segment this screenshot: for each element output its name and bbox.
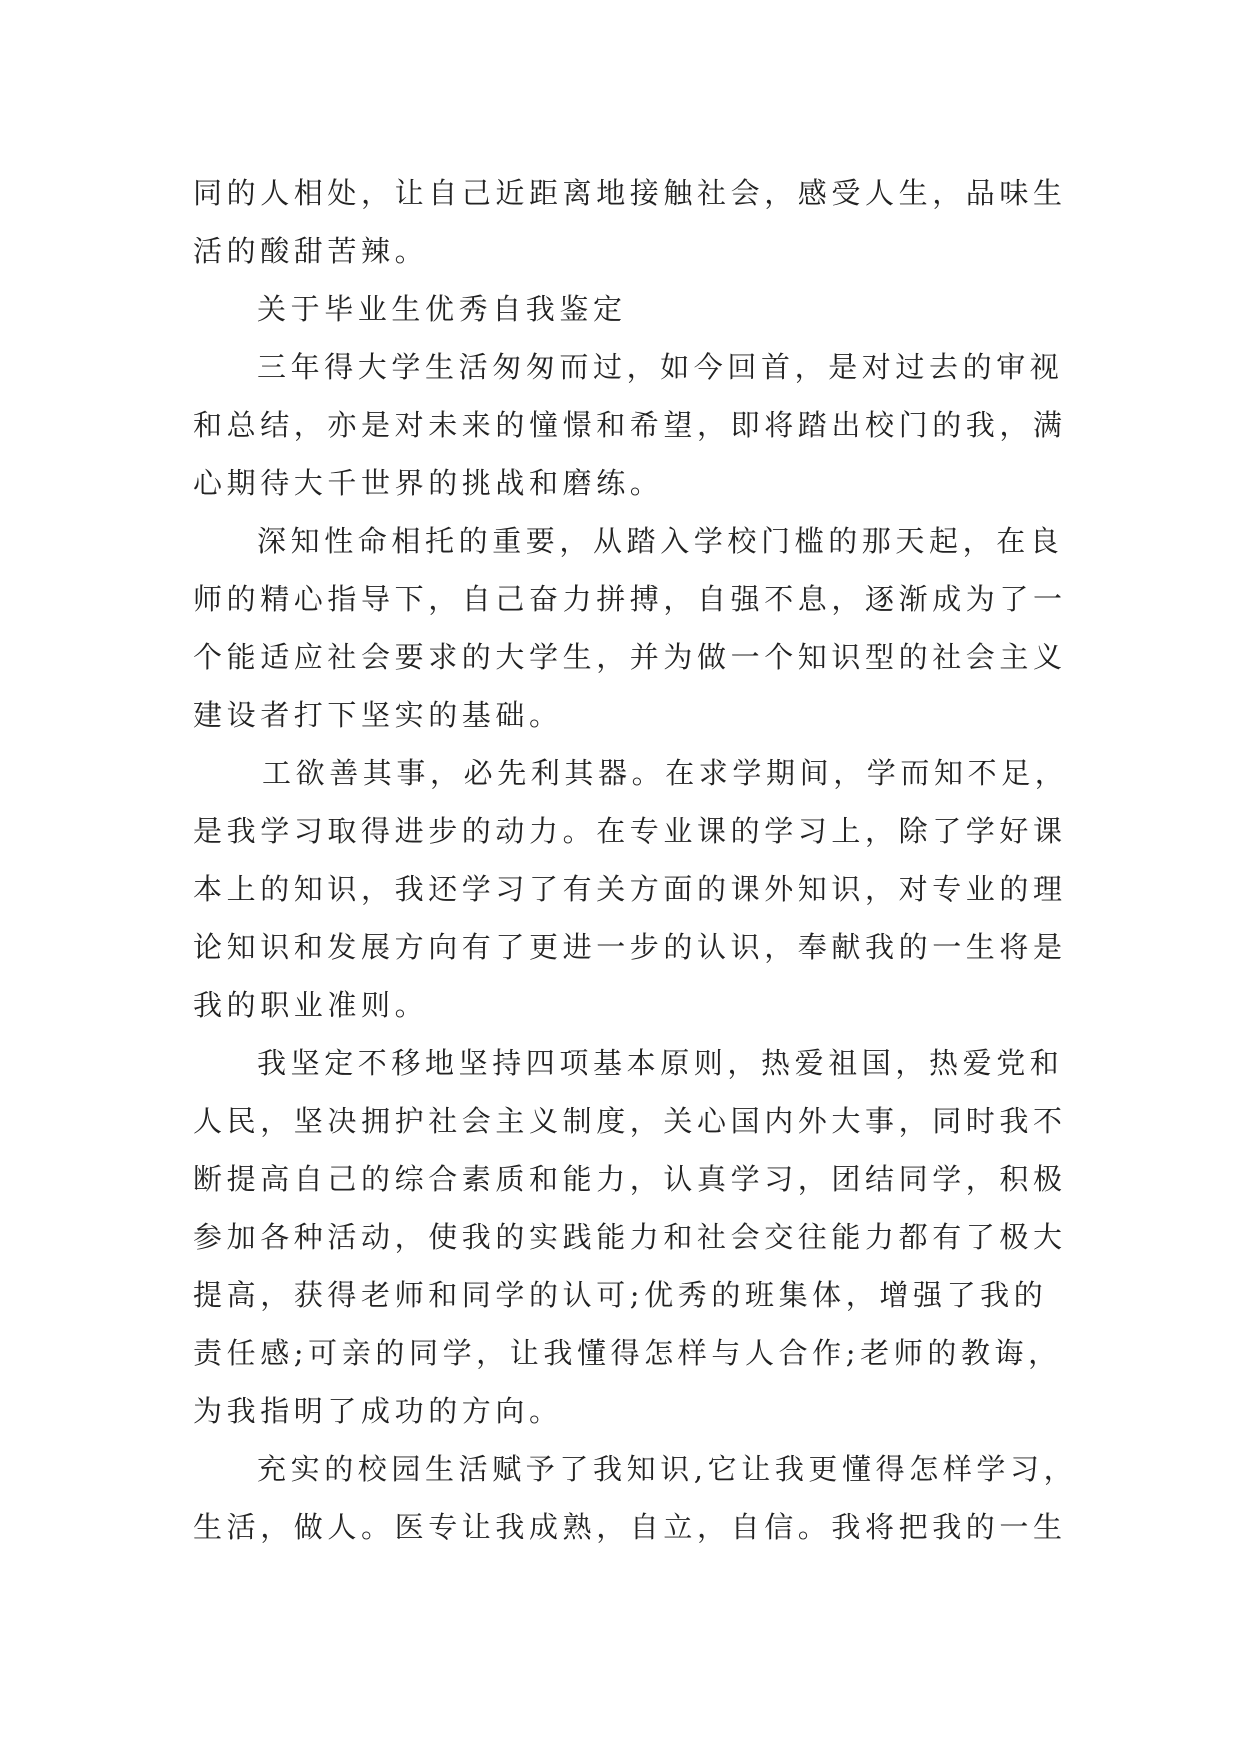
text-line: 活的酸甜苦辣。 <box>193 234 429 268</box>
section-heading: 关于毕业生优秀自我鉴定 <box>257 292 627 326</box>
text-line: 和总结，亦是对未来的憧憬和希望，即将踏出校门的我，满 <box>193 408 1067 442</box>
text-line: 深知性命相托的重要，从踏入学校门槛的那天起，在良 <box>257 524 1064 558</box>
text-line: 我坚定不移地坚持四项基本原则，热爱祖国，热爱党和 <box>257 1046 1064 1080</box>
text-line: 是我学习取得进步的动力。在专业课的学习上，除了学好课 <box>193 814 1067 848</box>
text-line: 本上的知识，我还学习了有关方面的课外知识，对专业的理 <box>193 872 1067 906</box>
text-line: 同的人相处，让自己近距离地接触社会，感受人生，品味生 <box>193 176 1067 210</box>
text-line: 师的精心指导下，自己奋力拼搏，自强不息，逐渐成为了一 <box>193 582 1067 616</box>
text-line: 为我指明了成功的方向。 <box>193 1394 563 1428</box>
text-line: 论知识和发展方向有了更进一步的认识，奉献我的一生将是 <box>193 930 1067 964</box>
document-body <box>193 164 1078 1556</box>
text-line: 人民，坚决拥护社会主义制度，关心国内外大事，同时我不 <box>193 1104 1067 1138</box>
text-line: 建设者打下坚实的基础。 <box>193 698 563 732</box>
text-line: 参加各种活动，使我的实践能力和社会交往能力都有了极大 <box>193 1220 1067 1254</box>
text-line: 我的职业准则。 <box>193 988 429 1022</box>
text-line: 充实的校园生活赋予了我知识,它让我更懂得怎样学习， <box>257 1452 1078 1486</box>
text-line: 提高，获得老师和同学的认可;优秀的班集体，增强了我的 <box>193 1278 1048 1312</box>
text-line: 心期待大千世界的挑战和磨练。 <box>193 466 664 500</box>
text-line: 生活，做人。医专让我成熟，自立，自信。我将把我的一生 <box>193 1510 1067 1544</box>
text-line: 断提高自己的综合素质和能力，认真学习，团结同学，积极 <box>193 1162 1067 1196</box>
text-line: 三年得大学生活匆匆而过，如今回首，是对过去的审视 <box>257 350 1064 384</box>
text-line: 责任感;可亲的同学，让我懂得怎样与人合作;老师的教诲， <box>193 1336 1062 1370</box>
text-line: 工欲善其事，必先利其器。在求学期间，学而知不足， <box>262 756 1069 790</box>
text-line: 个能适应社会要求的大学生，并为做一个知识型的社会主义 <box>193 640 1067 674</box>
